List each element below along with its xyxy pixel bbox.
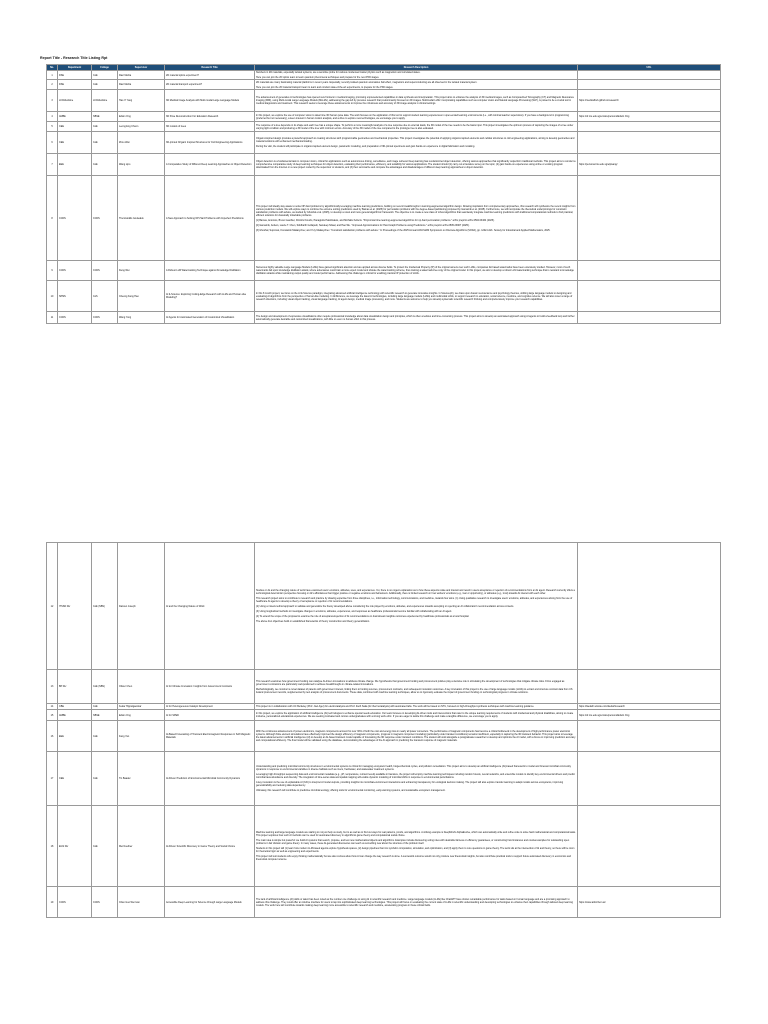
department-cell: CCDS xyxy=(58,176,92,261)
college-cell: LKCMedicine xyxy=(92,90,118,112)
department-cell: DSE xyxy=(58,80,92,90)
row-number: 12 xyxy=(47,543,58,670)
research-title-cell: A Comparative Study of Different Deep Learning Approaches to Object Detection xyxy=(165,154,255,176)
url-cell[interactable] xyxy=(578,71,721,80)
description-paragraph: This project is in collaboration with UC Berkeley (Prof. Joel Ager) for electrocatalysis and Prof. Zach Saka (for thermocatalysis) with automated labs. The work will be based on NTU, focused on high-throughput synthesis techniques with machine learning guidance. xyxy=(256,705,535,708)
supervisor-cell: Chan Guo Wei Ivan xyxy=(118,887,165,918)
research-description-cell xyxy=(255,806,578,887)
table-row xyxy=(47,887,721,918)
college-cell: CoE (NBS) xyxy=(92,670,118,704)
url-cell[interactable] xyxy=(578,543,721,670)
research-description-cell xyxy=(255,543,578,670)
column-header-supervisor: Supervisor xyxy=(118,65,165,71)
table-row xyxy=(47,806,721,887)
department-cell: SPMS xyxy=(58,281,92,312)
url-cell[interactable] xyxy=(578,281,721,312)
column-header-research-title: Research Title xyxy=(165,65,255,71)
description-paragraph: The main idea is simple but powerful: we build AI systems that search, propose, and test new mathematical objects and algorithms. Examples include discovering voting rules with desirable fairness or efficiency guarantees, or constructing hard instances and counterexamples for outstanding open problems in fair division and game theory. In many cases, these AI-generated discoveries can teach us something new about the structure of the problem itself. xyxy=(256,839,570,845)
url-cell[interactable] xyxy=(578,670,721,704)
research-description-cell xyxy=(255,112,578,122)
description-paragraph: The advancement of generative AI technologies has opened new frontiers in medical imaging, promising unprecedented capabilities in data synthesis and interpretation. This project aims to enhance the analysis of 3D medical images, such as Computerized Tomography (CT) and Magnetic Resonance Imaging (MRI), using Multi-modal Large Language Models (MLLMs), addressing the gap left by previous research that predominantly focused on 2D images. Multimodal LLMs' incorporating capabilities such as computer vision and Natural Language Processing (NLP), is poised to be a crucial tool in medical diagnostics and treatment. This research seeks to leverage these advancements to improve the robustness and accuracy of 3D image analysis in clinical settings. xyxy=(256,96,574,105)
row-number: 6 xyxy=(47,132,58,154)
research-title-cell: A New Approach to Solving NP-Hard Problems with Imperfect Predictions xyxy=(165,176,255,261)
description-paragraph: Leveraging high-throughput sequencing data and environmental metadata (e.g., pH, temperature, nutrient levels) available in literature, the project will employ machine learning techniques including random forests, neural networks, and ensemble models to identify key environmental drivers and predict microbial taxa abundance and diversity. The integration of time-series data and spatial mapping will enable dynamic modeling of microbial shifts in response to environmental perturbations. xyxy=(256,773,575,779)
table-row xyxy=(47,721,721,752)
description-paragraph: This project will suit students who enjoy thinking mathematically but are also curious about how AI can change the way research is done. A successful outcome would not only produce new theoretical insights, but also contribute practical tools to support future automated discovery in economics and theoretical computer science. xyxy=(256,855,571,861)
description-paragraph: (2) Using a mixed-method approach to validate and generalize the theory developed above considering the role played by emotions, attitudes, and experiences towards accepting or rejecting an AI collaborator's recommendation across contexts. xyxy=(256,605,514,608)
supervisor-cell: Edwin Ong xyxy=(118,710,165,721)
college-cell: CoE (NBS) xyxy=(92,543,118,670)
research-description-cell xyxy=(255,80,578,90)
research-title-cell: AI and the Changing Nature of Work xyxy=(165,543,255,670)
research-title-cell: A Robust LLM Watermarking Technique against Knowledge Distillation xyxy=(165,261,255,281)
description-paragraph: Numerous highly valuable Large Language Models (LLMs) have gained significant attention and are applied across diverse fields. To protect the Intellectual Property (IP) of the original owners over such LLMs, companies list based watermarks have been extensively studied. However, most of such watermarks fail upon knowledge distillation attack, where adversaries could train a more expert model and obviate the watermarking scheme, thus training a watermark-free copy of the original model. In this project, we aim to develop a robust LLM watermarking technique that is resistant to knowledge distillation attacks while maintaining output quality and model performance. Addressing this challenge is critical for enabling practical IP protection of LLMs. xyxy=(256,266,574,275)
url-cell[interactable] xyxy=(578,806,721,887)
description-paragraph: The design and development of expressive visualizations often require professional knowledge about data visualization design and principles, which is often a tedious and time-consuming process. This project aims to develop an automated approach using AI agents to build a feedback loop and further automatically generate desirable and customized visualizations, with little or even no human effort in this process. xyxy=(256,314,575,321)
department-cell: EEE xyxy=(58,721,92,752)
research-description-cell xyxy=(255,710,578,721)
row-number: 4 xyxy=(47,112,58,122)
department-cell: DSE xyxy=(58,71,92,80)
url-cell[interactable]: https://medicalhub.github.io/research/ xyxy=(578,90,721,112)
college-cell: CoE xyxy=(92,721,118,752)
table-row xyxy=(47,112,721,122)
description-paragraph: This research examines how government funding can catalyse AI-driven innovations to address climate change. We hypothesize that government funding and procurement policies play a decisive role in stimulating the development of technologies that mitigate climate risks. Firms engaged as government contractors are particularly well-positioned to achieve breakthroughs in climate-related innovations. xyxy=(256,679,565,686)
college-cell: CoS xyxy=(92,281,118,312)
description-paragraph: This project will ideally stay aware to solve NP-hard problems by algorithmically leveraging machine learning predictions, building on recent breakthroughs in learning-augmented algorithm design. Drawing inspiration from complementary approaches, this research will synthesize the recent insights from various prediction models. We will explore ways to combine the extreme sorting predictions used by Bamas et al. (2025) for permutation problems with the degree-based partitioning proposed by Gamarnik et al. (2025). Furthermore, we will incorporate the theoretical underpinnings for constraint satisfaction problems with advice, as studied by Ghoshal et al. (2025), to develop a novel and more general algorithmic framework. The objective is to create a new class of robust algorithms that seamlessly integrate machine learning predictions with traditional computational methods to find practical, efficient solutions for classically intractable problems. xyxy=(256,204,576,217)
college-cell: CoE xyxy=(92,132,118,154)
table-row xyxy=(47,71,721,80)
supervisor-cell: Leong Eng Choon xyxy=(118,122,165,132)
description-paragraph: [2] Gamarnik, Anders, Laurie T. Chen, Siddharth Gollapudi, Sandeep Silwal, and Hao Wu. "Improved Approximations for Hard Graph Problems using Predictions." arXiv preprint arXiv:2505.23967 (2025). xyxy=(256,223,470,227)
research-description-cell xyxy=(255,281,578,312)
description-paragraph: In this project, we explore the application of artificial intelligence (AI) technologies to enhance special needs education. Our team focuses on developing AI-driven tools and interventions that cater to the unique learning requirements of students with intellectual and physical disabilities, aiming to create inclusive, personalized educational experiences. We are seeking motivated and curious undergraduates with a strong work ethic. If you are eager to tackle this challenge and make a tangible difference, we encourage you to apply. xyxy=(256,712,574,718)
row-number: 10 xyxy=(47,281,58,312)
description-paragraph: The above four objectives build on established frameworks of theory construction and theory generalization. xyxy=(256,620,370,623)
college-cell: CoE xyxy=(92,752,118,806)
research-description-cell xyxy=(255,176,578,261)
research-description-cell xyxy=(255,887,578,918)
research-title-cell: AI-Driven Scientific Discovery in Game Theory and Social Choice xyxy=(165,806,255,887)
research-description-cell xyxy=(255,261,578,281)
table-row xyxy=(47,281,721,312)
column-header-url: URL xyxy=(578,65,721,71)
research-title-cell: AI for Heterogeneous Catalyst Development xyxy=(165,704,255,710)
description-paragraph: A key innovation is the use of explainable AI (XAI) to interpret AI model outputs, providing insights into microbial-environment interactions and enhancing transparency for ecological decision making. The project will also explore transfer learning to adapt models across ecosystems, improving generalizability and reducing data dependency. xyxy=(256,781,564,787)
description-paragraph: The lack of artificial intelligence (AI) skills or talent has been noted as the number one challenge to using AI in scientific research and medicine. Large language models (LLMs) like ChatGPT have shown remarkable performance for tasks based on human language and are a promising approach to address this challenge. They could offer an intuitive interface for users to tap into sophisticated deep learning technologies. This project will focus on evaluating the current state of LLMs in scientific understanding and developing technologies to enhance their capabilities through tailored deep learning models. The work here will contribute towards making deep learning more accessible to scientific research and medicine, accelerating progress in these critical fields. xyxy=(256,897,573,907)
supervisor-cell: Hao Yi Yang xyxy=(118,90,165,112)
description-paragraph: This research project aims to contribute to research and practice by drawing expertise from three disciplines, i.e., information technology, communications, and medicine, towards four aims. (1) Using qualitative research to investigate users' emotions, attitudes, and experiences arising from the use of healthcare AI agents to develop a theory of acceptance or rejection of AI recommendations. xyxy=(256,597,573,603)
table-row xyxy=(47,710,721,721)
department-cell: CEE xyxy=(58,132,92,154)
research-description-cell xyxy=(255,721,578,752)
column-header-no: No. xyxy=(47,65,58,71)
description-paragraph: Object detection is a fundamental task in computer vision, critical for applications such as autonomous driving, surveillance, and image retrieval. Deep learning has revolutionized object detection, offering various approaches that significantly outperform traditional methods. This project aims to conduct a comprehensive comparative study of deep learning techniques for object detection, evaluating their performance, efficiency, and suitability for various applications. The student should (1) carry out a literature survey on the topic, (2) gain hands-on experiences using online or existing program downloaded from the Internet on a new project coded by the supervisor or students, and (3) then summarize and compare the advantages and disadvantages of different deep learning approaches to object detection. xyxy=(256,160,576,169)
url-cell[interactable]: https://dr.ntu.edu.sg/en/dev/persons/Edwin Ong xyxy=(578,112,721,122)
row-number: 13 xyxy=(47,670,58,704)
description-paragraph: Numbers in 2D materials, especially twisted systems, are a sensitive probe for various condensed matter physics such as magnetism and correlated states. xyxy=(256,71,421,74)
description-paragraph: The response of a tree depends on its shape and each tree has a unique shape. To perform a more meaningful analysis of a tree response due to external loads, the 3D model of the tree needs to be the basis input. This project investigates the optimum process of capturing the images of a tree under varying light condition and producing a 3D model of the tree with minimum errors. Accuracy of the 3D model of the tree compared to the prototype tree is also evaluated. xyxy=(256,123,574,130)
table-row xyxy=(47,176,721,261)
row-number: 9 xyxy=(47,261,58,281)
description-paragraph: Students in this project will (1) learn how modern LLM-based agents explore hypothesis spaces, (2) design pipelines that mix symbolic computation, simulation, and optimization, and (3) apply them to core questions in game theory. The work sits at the intersection of AI and theory, so there will be room for theoretical rigor as well as engineering and experiments. xyxy=(256,847,575,853)
supervisor-cell: Wang Lipo xyxy=(118,154,165,176)
college-cell: CCDS xyxy=(92,887,118,918)
department-cell: EGS Div xyxy=(58,806,92,887)
description-paragraph: Understanding and predicting microbial community structures in environmental systems is critical for managing ecosystem health, biogeochemical cycles, and pollution remediation. This project aims to develop an artificial intelligence (AI)-based framework to model and forecast microbial community dynamics in response to environmental variables in diverse habitats such as rivers, freshwater, and wastewater treatment systems. xyxy=(256,765,571,771)
table-row xyxy=(47,80,721,90)
table-row xyxy=(47,752,721,806)
department-cell: EEE xyxy=(58,154,92,176)
row-number: 11 xyxy=(47,312,58,324)
description-paragraph: Studies on AI and the changing nature of work have examined users' emotions, attitudes, uses, and experiences. Yet, there is no cogent explanation as to how these aspects relate and interact and result in users acceptance or rejection of recommendations from an AI agent. Research currently offers a technological determinism perspective focusing on AI's affordances that trigger positive or negative emotions and behaviours. Additionally, there is limited research on how workers' emotions (e.g., fear or opportunity), or attitudes (e.g., trust) towards AI interact with each other. xyxy=(256,589,575,595)
supervisor-cell: Deng Wei xyxy=(118,261,165,281)
description-paragraph: Ultimately, this research will contribute to predictive microbial ecology, offering tools for environmental monitoring, early-warning systems, and sustainable ecosystem management. xyxy=(256,789,446,792)
research-title-cell: AI-Driven Prediction of Environmental Microbial Community Dynamics xyxy=(165,752,255,806)
research-description-cell xyxy=(255,71,578,80)
table-row xyxy=(47,122,721,132)
research-description-cell xyxy=(255,132,578,154)
description-paragraph: Machine learning and large language models are starting to not just help us study, but to as well as to find out ways for real patterns, proofs, and algorithms. A striking example is DeepMind's AlphaEvolve, which can automatically write and refine code to solve hard mathematical and computational tasks. This project explores how such AI methods can be used for automated discovery in algorithmic game theory and computational social choice. xyxy=(256,831,576,837)
supervisor-cell: Zhou Wen xyxy=(118,132,165,154)
research-title-cell: 3D Pose Reconstruction For Education Research xyxy=(165,112,255,122)
college-cell: CCDS xyxy=(92,312,118,324)
department-cell: CBE xyxy=(58,704,92,710)
college-cell: CoE xyxy=(92,80,118,90)
column-header-college: College xyxy=(92,65,118,71)
research-title-cell: Accessible Deep Learning for Science through Large Language Models xyxy=(165,887,255,918)
research-title-cell: 3D-printed Origami Inspired Structures for Civil Engineering Applications xyxy=(165,132,255,154)
description-paragraph: Methodologically, we construct a novel dataset of patents with government interest, linking them to funding sources, procurement contracts, and subsequent innovation outcomes. A key innovation of this project is the use of large language models (LLMs) to extract and structure contract data from US federal procurement records, supplemented by text analysis of procurement documents. These data, combined with machine learning techniques, allow us to rigorously evaluate the impact of government funding on technological progress in climate solutions. xyxy=(256,687,573,694)
url-cell[interactable]: https://dr.ntu.edu.sg/en/dev/persons/Edwin Ong xyxy=(578,710,721,721)
url-cell[interactable]: https://www.aiforchem.ai/ xyxy=(578,887,721,918)
table-row xyxy=(47,154,721,176)
url-cell[interactable] xyxy=(578,721,721,752)
department-cell: AMBE xyxy=(58,710,92,721)
college-cell: NBSE xyxy=(92,710,118,721)
research-description-cell xyxy=(255,670,578,704)
research-description-cell xyxy=(255,752,578,806)
department-cell: CCDS xyxy=(58,887,92,918)
description-paragraph: During the visit, the student will participate in origami-inspired element design, parametric modeling, and preparation of 3D-printed specimens and gain hands-on experience in digital fabrication and modeling. xyxy=(256,145,475,148)
description-paragraph: [3] Ghoshal, Suprovat, Konstantin Makarychev, and Yury Makarychev. "Constraint satisfaction problems with advice." In Proceedings of the 2025 Annual ACM-SIAM Symposium on Discrete Algorithms (SODA), pp. 1202-1221. Society for Industrial and Applied Mathematics, 2025. xyxy=(256,228,551,232)
research-table-page-2 xyxy=(46,542,721,918)
department-cell: ITSSD Div xyxy=(58,543,92,670)
table-row xyxy=(47,543,721,670)
table-row xyxy=(47,670,721,704)
research-title-cell: 3D Medical Image Analysis with Multi-modal Large Language Models xyxy=(165,90,255,112)
url-cell[interactable]: https://lkedarh.wixsite.com/lkedarhresearch xyxy=(578,704,721,710)
row-number: 19 xyxy=(47,887,58,918)
description-paragraph: Origami-inspired design provides a powerful approach to creating structures with programmable geometries and mechanical properties. This project investigates the potential of applying origami-inspired elements and cellular structures to civil engineering applications, aiming to develop geometries and material solutions with enhanced mechanical loading. xyxy=(256,137,575,143)
department-cell: CEE xyxy=(58,122,92,132)
description-paragraph: Here you can join the 2D optics team to learn quantum phenomena techniques and prepare for the next PhD stages. xyxy=(256,76,380,79)
url-cell[interactable] xyxy=(578,122,721,132)
url-cell[interactable] xyxy=(578,80,721,90)
college-cell: CoE xyxy=(92,806,118,887)
url-cell[interactable]: https://personal.ntu.edu.sg/elpwang/ xyxy=(578,154,721,176)
row-number: 7 xyxy=(47,154,58,176)
description-paragraph: In this 8 month project, we focus on the AI & Science paradigm, integrating advanced artificial intelligence technology with scientific research to generate innovative insights. In Science(AI), we draw upon classic neuroscience and psychology theories, utilizing large language models to designing and evaluating AI algorithms from the perspective of human-like modeling. In AI4Science, we leverage the latest AI technologies, including large language models (LLMs) and multimodal LLMs, to support research in education, social science, medicine, and cognitive science. We will also cover a range of research directions, including visual object tracking, visual language tracking, AI agent design, medical image processing, and more. Students are welcome to help you develop systematic scientific research thinking and comprehensively improve your research capabilities. xyxy=(256,291,573,301)
supervisor-cell: Themistoklis Gouleakis xyxy=(118,176,165,261)
supervisor-cell: Damien Joseph xyxy=(118,543,165,670)
column-header-research-description: Research Description xyxy=(255,65,578,71)
row-number: 18 xyxy=(47,806,58,887)
research-description-cell xyxy=(255,90,578,112)
research-title-cell: 2D material optics experiment? xyxy=(165,71,255,80)
description-paragraph: 2D materials are many fascinating material platforms in recent years. Especially, recently twisted quantum anomalous hall effect, magnetism and superconducting are all observed in the twisted material system. xyxy=(256,80,478,84)
supervisor-cell: Tin Baader xyxy=(118,752,165,806)
supervisor-cell: Fang Yan xyxy=(118,721,165,752)
description-paragraph: Here you can join the 2D material transport team to learn and conduct state-of-the-art experiments, to prepare for the PhD stages. xyxy=(256,85,394,89)
table-body xyxy=(47,543,721,918)
department-cell: CCDS xyxy=(58,261,92,281)
research-title-cell: AI for Climate Innovation: Insights from Government Contracts xyxy=(165,670,255,704)
table-row xyxy=(47,132,721,154)
research-description-cell xyxy=(255,154,578,176)
url-cell[interactable] xyxy=(578,176,721,261)
research-title-cell: 2D material transport experiment? xyxy=(165,80,255,90)
row-number: 8 xyxy=(47,176,58,261)
research-title-cell: AI for SPED xyxy=(165,710,255,721)
table-row xyxy=(47,90,721,112)
research-title-cell: 3D models of trees xyxy=(165,122,255,132)
research-title-cell: AI Agents for Automated Generation of Customized Visualization xyxy=(165,312,255,324)
row-number: 17 xyxy=(47,752,58,806)
description-paragraph: In this project, we explore the use of computer vision to determine 3D human pose data. The work focuses on the application of this tool to support student learning experiences in open-ended learning environments (i.e., with minimal teacher supervision). If you have a background in programming (preferred but not necessary), a keen interest in human motion analysis, and a drive to explore new technologies, we encourage you to apply. xyxy=(256,113,569,120)
college-cell: NBSE xyxy=(92,112,118,122)
supervisor-cell: Wang Yong xyxy=(118,312,165,324)
description-paragraph: (4) To extend the scope of the proposal to examine the role of acceptance/rejection of AI recommendations on downstream tangible outcomes experienced by healthcare professionals at a local hospital. xyxy=(256,615,470,618)
row-number: 14 xyxy=(47,704,58,710)
url-cell[interactable] xyxy=(578,132,721,154)
research-title-cell: AI & Science: Exploring Cutting-Edge Research with LLMs and Human-Like Modeling? xyxy=(165,281,255,312)
supervisor-cell: Kedar Hippalgaonkar xyxy=(118,704,165,710)
column-header-department: Department xyxy=(58,65,92,71)
research-description-cell xyxy=(255,312,578,324)
college-cell: CoE xyxy=(92,154,118,176)
row-number: 15 xyxy=(47,710,58,721)
college-cell: CoE xyxy=(92,704,118,710)
description-paragraph: (3) Using longitudinal methods to investigate changes in emotions, attitudes, experiences, and responses as healthcare professionals become familiar with collaborating with an AI agent. xyxy=(256,610,453,613)
research-title-cell: AI-Based Forecasting of Transient Electromagnetic Responses in Soft Magnetic Materials xyxy=(165,721,255,752)
row-number: 16 xyxy=(47,721,58,752)
row-number: 1 xyxy=(47,71,58,80)
table-row xyxy=(47,312,721,324)
supervisor-cell: Olivier Chen xyxy=(118,670,165,704)
description-paragraph: With the continuous advancement of power electronics, magnetic components account for over 30% of both the cost and energy loss in nearly all power converters. The performance of magnetic components has become a critical bottleneck in the development of high-performance power electronic systems. Although finite element simulations have effectively improved the design efficiency of magnetic components, progress in magnetic component modeling (particularly under transient conditions) remains insufficient, especially in capturing the 3D transient behavior. This project aims to leverage the latest advancements in artificial intelligence (AI) to develop an AI-based transient model capable of forecasting the 3D response under transient conditions. The student will work alongside a postgraduate researcher to develop and optimize the AI model, with a focus on improving prediction accuracy and computational efficiency. The final model will be validated using the database, demonstrating the advantages of the AI approach in predicting the transient response of magnetic materials. xyxy=(256,730,576,742)
department-cell: CEE xyxy=(58,752,92,806)
url-cell[interactable] xyxy=(578,312,721,324)
url-cell[interactable] xyxy=(578,261,721,281)
college-cell: CCDS xyxy=(92,261,118,281)
research-description-cell xyxy=(255,122,578,132)
row-number: 2 xyxy=(47,80,58,90)
table-body xyxy=(47,71,721,324)
department-cell: CCDS xyxy=(58,312,92,324)
row-number: 3 xyxy=(47,90,58,112)
department-cell: AMBE xyxy=(58,112,92,122)
supervisor-cell: Ravi Mehta xyxy=(118,80,165,90)
report-title: Report Title - Research Title Listing Rpt xyxy=(40,56,108,60)
supervisor-cell: Ravi Mehta xyxy=(118,71,165,80)
department-cell: LKCMedicine xyxy=(58,90,92,112)
table-row xyxy=(47,261,721,281)
college-cell: CoE xyxy=(92,71,118,80)
supervisor-cell: Edwin Ong xyxy=(118,112,165,122)
department-cell: BP Div xyxy=(58,670,92,704)
url-cell[interactable] xyxy=(578,752,721,806)
description-paragraph: [1] Bamas, Antonios, Bruno Gauthier, Dimitris Kiouzis, Panagiotis Patsilinakos, and Michalis Xefteris. "Polynomial time learning-augmented algorithms for np-hard permutation problems." arXiv preprint arXiv:2502.03464 (2025). xyxy=(256,218,495,222)
college-cell: CCDS xyxy=(92,176,118,261)
supervisor-cell: Mei Nuellner xyxy=(118,806,165,887)
college-cell: CoE xyxy=(92,122,118,132)
supervisor-cell: Cheong Kang Hao xyxy=(118,281,165,312)
row-number: 5 xyxy=(47,122,58,132)
research-table-page-1 xyxy=(46,64,721,324)
